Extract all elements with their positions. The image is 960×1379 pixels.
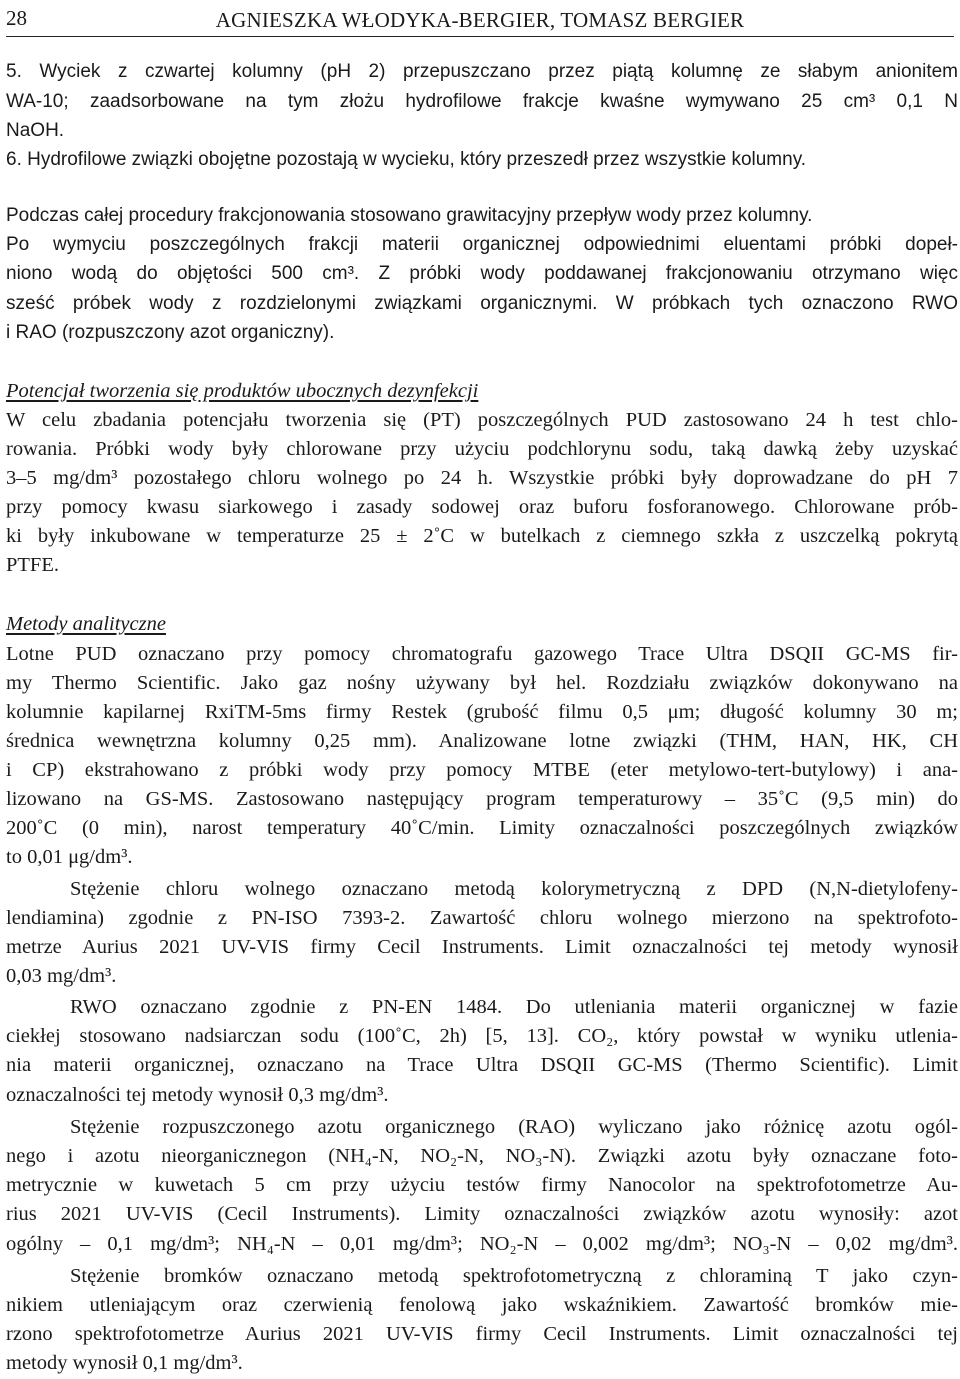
paragraph-gcms-line-2: my Thermo Scientific. Jako gaz nośny używany był hel. Rozdziału związków dokonywano na <box>6 672 958 694</box>
paragraph-procedure-line-5: i RAO (rozpuszczony azot organiczny). <box>6 322 335 343</box>
paragraph-chlorination-line-1: W celu zbadania potencjału tworzenia się (PT) poszczególnych PUD zastosowano 24 h test chlo- <box>6 409 958 431</box>
paragraph-rao-line-5: ogólny – 0,1 mg/dm³; NH₄-N – 0,01 mg/dm³; NO₂-N – 0,002 mg/dm³; NO₃-N – 0,02 mg/dm³. <box>6 1233 958 1255</box>
paragraph-chlorination-line-6: PTFE. <box>6 554 59 576</box>
paragraph-free-chlorine-line-4: 0,03 mg/dm³. <box>6 965 117 987</box>
paragraph-gcms-line-5: i CP) ekstrahowano z próbki wody przy pomocy MTBE (eter metylowo-tert-butylowy) i ana- <box>6 759 958 781</box>
list-item-5-line-2: WA-10; zaadsorbowane na tym złożu hydrofilowe frakcje kwaśne wymywano 25 cm³ 0,1 N <box>6 91 958 112</box>
paragraph-chlorination-line-2: rowania. Próbki wody były chlorowane przy użyciu podchlorynu sodu, taką dawką żeby uzyskać <box>6 438 958 460</box>
list-item-5-line-3: NaOH. <box>6 120 65 141</box>
paragraph-bromide-line-2: nikiem utleniającym oraz czerwienią fenolową jako wskaźnikiem. Zawartość bromków mie- <box>6 1294 958 1316</box>
paragraph-gcms-line-4: średnica wewnętrzna kolumny 0,25 mm). Analizowane lotne związki (THM, HAN, HK, CH <box>6 730 958 752</box>
paragraph-rao-line-4: rius 2021 UV-VIS (Cecil Instruments). Limity oznaczalności związków azotu wynosiły: azot <box>6 1203 958 1225</box>
paragraph-gcms-line-6: lizowano na GS-MS. Zastosowano następujący program temperaturowy – 35˚C (9,5 min) do <box>6 788 958 810</box>
paragraph-bromide-line-1: Stężenie bromków oznaczano metodą spektrofotometryczną z chloraminą T jako czyn- <box>70 1265 958 1287</box>
paragraph-gcms-line-1: Lotne PUD oznaczano przy pomocy chromatografu gazowego Trace Ultra DSQII GC-MS fir- <box>6 643 958 665</box>
page-number: 28 <box>6 6 27 30</box>
paragraph-free-chlorine-line-1: Stężenie chloru wolnego oznaczano metodą kolorymetryczną z DPD (N,N-dietylofeny- <box>70 878 958 900</box>
paragraph-bromide-line-4: metody wynosił 0,1 mg/dm³. <box>6 1352 243 1374</box>
paragraph-gcms-line-7: 200˚C (0 min), narost temperatury 40˚C/min. Limity oznaczalności poszczególnych związków <box>6 817 958 839</box>
paragraph-bromide-line-3: rzono spektrofotometrze Aurius 2021 UV-VIS firmy Cecil Instruments. Limit oznaczalności tej <box>6 1323 958 1345</box>
paragraph-rwo-line-3: nia materii organicznej, oznaczano na Trace Ultra DSQII GC-MS (Thermo Scientific). Limit <box>6 1054 958 1076</box>
paragraph-rao-line-3: metrycznie w kuwetach 5 cm przy użyciu testów firmy Nanocolor na spektrofotometrze Au- <box>6 1174 958 1196</box>
paragraph-chlorination-line-4: przy pomocy kwasu siarkowego i zasady sodowej oraz buforu fosforanowego. Chlorowane prób- <box>6 496 958 518</box>
running-header <box>6 4 954 37</box>
paragraph-free-chlorine-line-2: lendiamina) zgodnie z PN-ISO 7393-2. Zawartość chloru wolnego mierzono na spektrofoto- <box>6 907 958 929</box>
paragraph-rao-line-2: nego i azotu nieorganicznegon (NH₄-N, NO₂-N, NO₃-N). Związki azotu były oznaczane foto- <box>6 1145 958 1167</box>
paragraph-gcms-line-8: to 0,01 μg/dm³. <box>6 846 133 868</box>
section-heading-analytical-methods: Metody analityczne <box>6 613 166 635</box>
paragraph-rao-line-1: Stężenie rozpuszczonego azotu organicznego (RAO) wyliczano jako różnicę azotu ogól- <box>70 1116 958 1138</box>
paragraph-rwo-line-1: RWO oznaczano zgodnie z PN-EN 1484. Do utleniania materii organicznej w fazie <box>70 996 958 1018</box>
paragraph-gcms-line-3: kolumnie kapilarnej RxiTM-5ms firmy Restek (grubość filmu 0,5 μm; długość kolumny 30 m; <box>6 701 958 723</box>
paragraph-chlorination-line-3: 3–5 mg/dm³ pozostałego chloru wolnego po 24 h. Wszystkie próbki były doprowadzane do pH 7 <box>6 467 958 489</box>
paragraph-free-chlorine-line-3: metrze Aurius 2021 UV-VIS firmy Cecil Instruments. Limit oznaczalności tej metody wynosił <box>6 936 958 958</box>
paragraph-rwo-line-4: oznaczalności tej metody wynosił 0,3 mg/dm³. <box>6 1084 389 1106</box>
section-heading-formation-potential: Potencjał tworzenia się produktów ubocznych dezynfekcji <box>6 380 479 402</box>
paragraph-procedure-line-4: sześć próbek wody z rozdzielonymi związkami organicznymi. W próbkach tych oznaczono RWO <box>6 293 958 314</box>
paragraph-chlorination-line-5: ki były inkubowane w temperaturze 25 ± 2˚C w butelkach z ciemnego szkła z uszczelką pokrytą <box>6 525 958 547</box>
paragraph-procedure-line-3: niono wodą do objętości 500 cm³. Z próbki wody poddawanej frakcjonowaniu otrzymano więc <box>6 263 958 284</box>
list-item-5-line-1: 5. Wyciek z czwartej kolumny (pH 2) przepuszczano przez piątą kolumnę ze słabym anionitem <box>6 61 958 82</box>
list-item-6: 6. Hydrofilowe związki obojętne pozostają w wycieku, który przeszedł przez wszystkie kolumny. <box>6 149 807 170</box>
paragraph-procedure-line-1: Podczas całej procedury frakcjonowania stosowano grawitacyjny przepływ wody przez kolumny. <box>6 205 813 226</box>
running-header-authors: AGNIESZKA WŁODYKA-BERGIER, TOMASZ BERGIER <box>215 8 745 32</box>
paragraph-procedure-line-2: Po wymyciu poszczególnych frakcji materii organicznej odpowiednimi eluentami próbki dopeł- <box>6 234 958 255</box>
paragraph-rwo-line-2: ciekłej stosowano nadsiarczan sodu (100˚C, 2h) [5, 13]. CO₂, który powstał w wyniku utlenia- <box>6 1025 958 1047</box>
